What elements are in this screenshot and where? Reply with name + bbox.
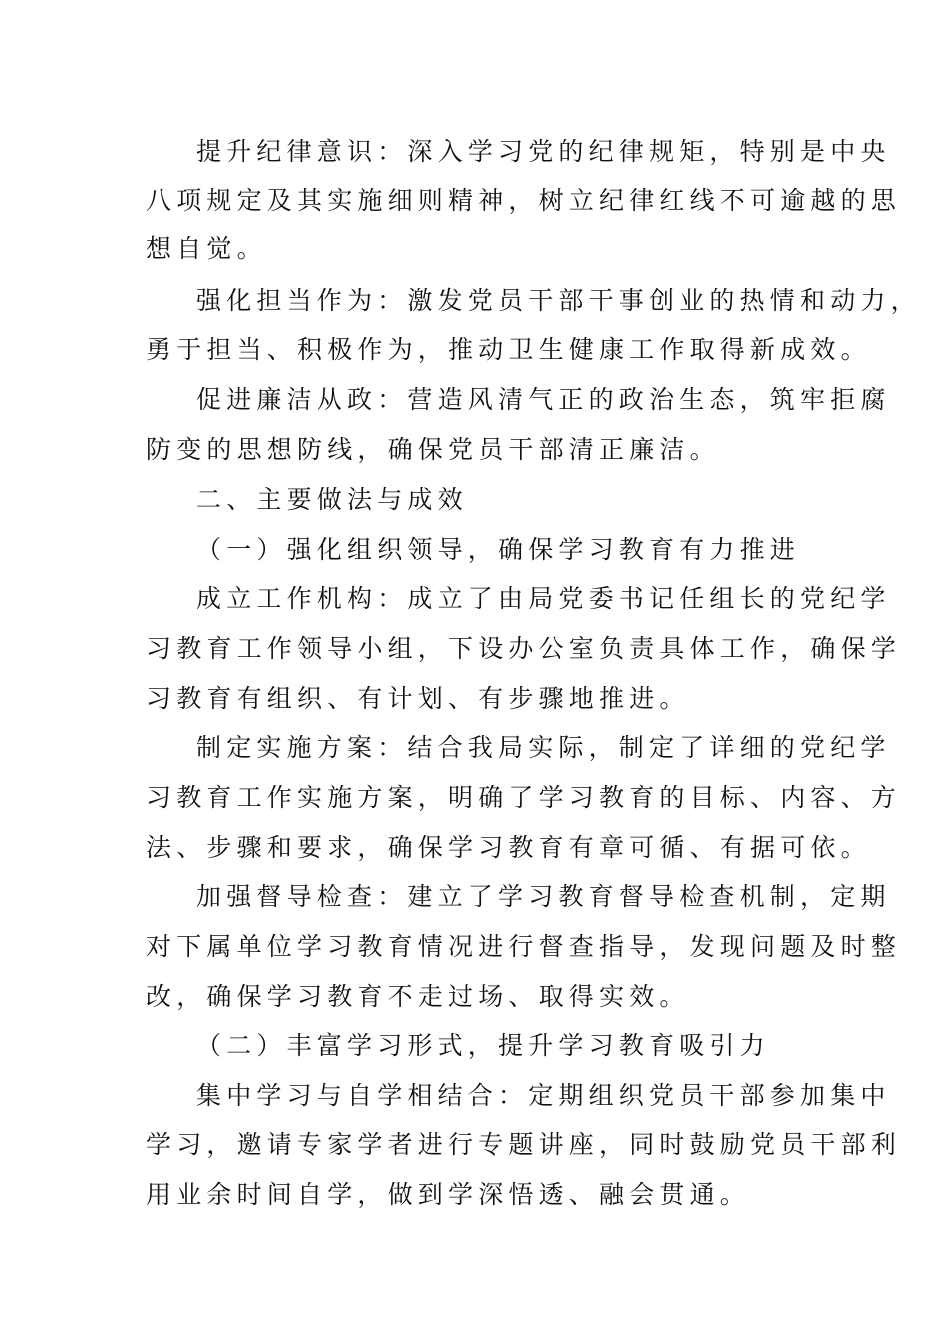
paragraph-line: 习教育有组织、有计划、有步骤地推进。 — [146, 684, 690, 713]
paragraph-line: 加强督导检查：建立了学习教育督导检查机制，定期 — [196, 882, 891, 911]
paragraph-line: 用业余时间自学，做到学深悟透、融会贯通。 — [146, 1180, 751, 1209]
paragraph-line: 习教育工作实施方案，明确了学习教育的目标、内容、方 — [146, 783, 902, 812]
paragraph-line: 学习，邀请专家学者进行专题讲座，同时鼓励党员干部利 — [146, 1130, 902, 1159]
paragraph-line: 想自觉。 — [146, 234, 267, 263]
paragraph-line: 促进廉洁从政：营造风清气正的政治生态，筑牢拒腐 — [196, 385, 891, 414]
subsection-heading: （一）强化组织领导，确保学习教育有力推进 — [196, 535, 801, 564]
paragraph-line: 防变的思想防线，确保党员干部清正廉洁。 — [146, 435, 720, 464]
paragraph-line: 习教育工作领导小组，下设办公室负责具体工作，确保学 — [146, 634, 902, 663]
paragraph-line: 制定实施方案：结合我局实际，制定了详细的党纪学 — [196, 733, 891, 762]
paragraph-line: 改，确保学习教育不走过场、取得实效。 — [146, 982, 690, 1011]
paragraph-line: 八项规定及其实施细则精神，树立纪律红线不可逾越的思 — [146, 186, 902, 215]
subsection-heading: （二）丰富学习形式，提升学习教育吸引力 — [196, 1031, 770, 1060]
paragraph-line: 对下属单位学习教育情况进行督查指导，发现问题及时整 — [146, 932, 902, 961]
paragraph-line: 强化担当作为：激发党员干部干事创业的热情和动力， — [196, 286, 921, 315]
paragraph-line: 勇于担当、积极作为，推动卫生健康工作取得新成效。 — [146, 335, 871, 364]
paragraph-line: 法、步骤和要求，确保学习教育有章可循、有据可依。 — [146, 833, 871, 862]
paragraph-line: 集中学习与自学相结合：定期组织党员干部参加集中 — [196, 1081, 891, 1110]
section-heading: 二、主要做法与成效 — [196, 485, 468, 514]
paragraph-line: 提升纪律意识：深入学习党的纪律规矩，特别是中央 — [196, 137, 891, 166]
paragraph-line: 成立工作机构：成立了由局党委书记任组长的党纪学 — [196, 584, 891, 613]
